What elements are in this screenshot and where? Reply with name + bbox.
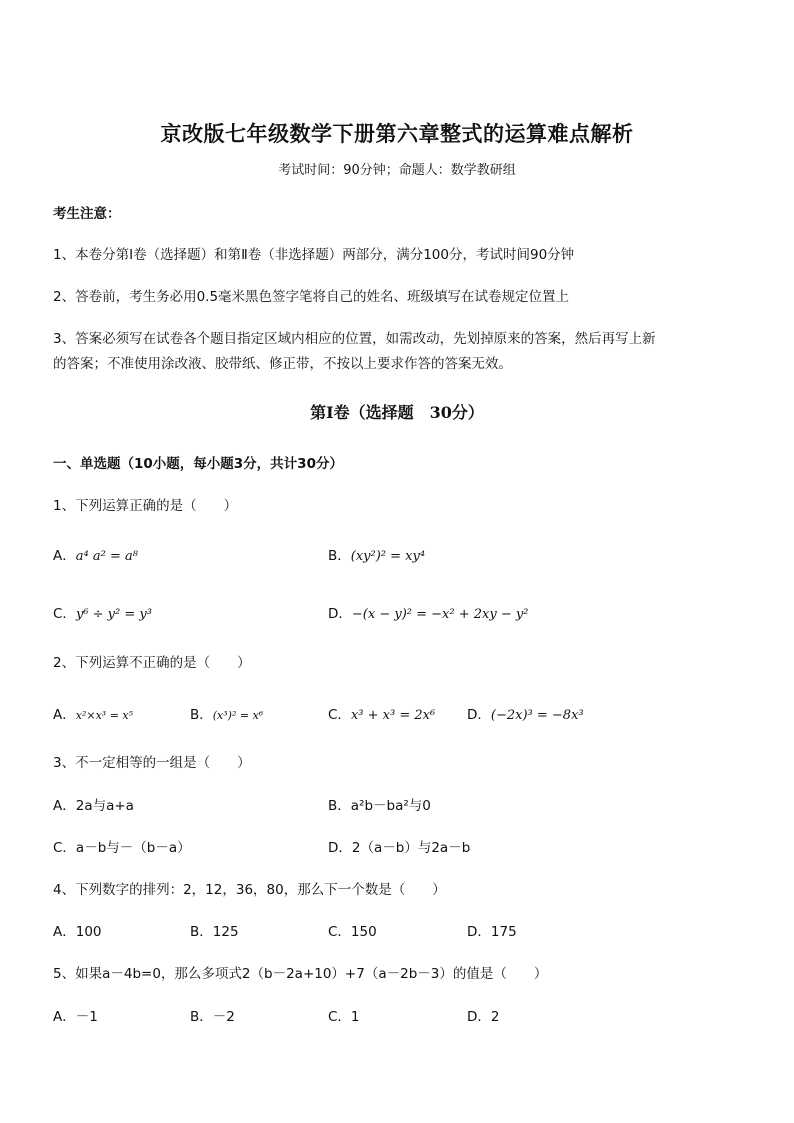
section1-title: 一、单选题（10小题，每小题3分，共计30分） xyxy=(53,456,343,472)
notice-item-1: 1、本卷分第Ⅰ卷（选择题）和第Ⅱ卷（非选择题）两部分，满分100分，考试时间90分钟 xyxy=(53,247,575,263)
question-5-option-c: C．1 xyxy=(328,1009,360,1025)
question-1-option-d: D．−(x − y)² = −x² + 2xy − y² xyxy=(328,606,529,622)
question-4-option-b: B．125 xyxy=(190,924,239,940)
question-1-stem: 1、下列运算正确的是（ ） xyxy=(53,498,238,514)
question-1-option-c: C．y⁶ ÷ y² = y³ xyxy=(53,606,152,622)
notice-item-2: 2、答卷前，考生务必用0.5毫米黑色签字笔将自己的姓名、班级填写在试卷规定位置上 xyxy=(53,289,570,305)
question-4-option-c: C．150 xyxy=(328,924,377,940)
question-4-option-d: D．175 xyxy=(467,924,517,940)
question-5-stem: 5、如果a－4b=0，那么多项式2（b－2a+10）+7（a－2b－3）的值是（ ） xyxy=(53,966,548,982)
question-5-option-a: A．－1 xyxy=(53,1009,98,1025)
notice-heading: 考生注意： xyxy=(53,206,121,222)
notice-item-3: 3、答案必须写在试卷各个题目指定区域内相应的位置，如需改动，先划掉原来的答案，然后再写上新 xyxy=(53,331,656,347)
question-2-option-c: C．x³ + x³ = 2x⁶ xyxy=(328,707,436,723)
question-3-option-a: A．2a与a+a xyxy=(53,798,134,814)
question-3-option-d: D．2（a－b）与2a－b xyxy=(328,840,471,856)
question-5-option-d: D．2 xyxy=(467,1009,500,1025)
page-title: 京改版七年级数学下册第六章整式的运算难点解析 xyxy=(160,121,634,146)
question-3-option-b: B．a²b－ba²与0 xyxy=(328,798,431,814)
question-3-option-c: C．a－b与－（b－a） xyxy=(53,840,191,856)
question-5-option-b: B．－2 xyxy=(190,1009,235,1025)
question-2-option-a: A．x²×x³ = x⁵ xyxy=(53,707,134,723)
question-4-option-a: A．100 xyxy=(53,924,102,940)
question-2-option-d: D．(−2x)³ = −8x³ xyxy=(467,707,584,723)
question-1-option-a: A．a⁴ a² = a⁸ xyxy=(53,548,138,564)
notice-item-3-cont: 的答案；不准使用涂改液、胶带纸、修正带，不按以上要求作答的答案无效。 xyxy=(53,356,512,372)
part1-title: 第Ⅰ卷（选择题 30分） xyxy=(310,403,484,422)
question-2-option-b: B．(x³)² = x⁶ xyxy=(190,707,264,723)
exam-info: 考试时间：90分钟；命题人：数学教研组 xyxy=(278,163,516,178)
question-3-stem: 3、不一定相等的一组是（ ） xyxy=(53,755,251,771)
question-4-stem: 4、下列数字的排列：2，12，36，80，那么下一个数是（ ） xyxy=(53,882,446,898)
question-2-stem: 2、下列运算不正确的是（ ） xyxy=(53,655,251,671)
question-1-option-b: B．(xy²)² = xy⁴ xyxy=(328,548,426,564)
